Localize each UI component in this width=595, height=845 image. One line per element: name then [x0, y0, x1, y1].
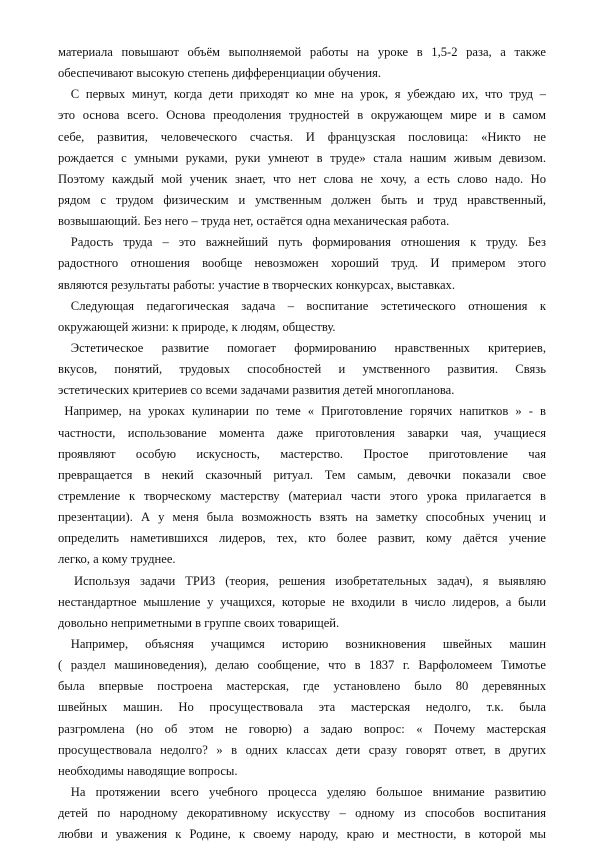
text-line: вкусов, понятий, трудовых способностей и умственного развития. Связь	[58, 362, 546, 377]
text-line: стремление к творческому мастерству (материал части этого урока прилагается в	[58, 488, 546, 503]
text-line: проявляют особую искусность, мастерство. Простое приготовление чая	[58, 446, 546, 461]
text-line: превращается в некий сказочный ритуал. Тем самым, девочки показали свое	[58, 467, 546, 482]
text-line: нестандартное мышление у учащихся, которые не входили в число лидеров, а были	[58, 594, 546, 609]
text-line: необходимы наводящие вопросы.	[58, 763, 238, 778]
text-line: рождается с умными руками, руки умнеют в труде» стала нашим живым девизом.	[58, 150, 546, 165]
document-body-text	[58, 42, 546, 845]
text-line: рядом с трудом физическим и умственным должен быть и труд нравственный,	[58, 192, 546, 207]
text-line: Эстетическое развитие помогает формированию нравственных критериев,	[70, 340, 546, 355]
text-line: ( раздел машиноведения), делаю сообщение, что в 1837 г. Варфоломеем Тимотье	[58, 658, 546, 673]
text-line: легко, а кому труднее.	[58, 552, 176, 567]
text-line: Например, объясняя учащимся историю возникновения швейных машин	[70, 636, 546, 651]
text-line: радостного отношения вообще невозможен хороший труд. И примером этого	[58, 256, 546, 271]
text-line: являются результаты работы: участие в творческих конкурсах, выставках.	[58, 277, 455, 292]
text-line: разгромлена (но об этом не говорю) а задаю вопрос: « Почему мастерская	[58, 721, 546, 736]
text-line: просуществовала недолго? » в одних классах дети сразу говорят ответ, в других	[58, 742, 546, 757]
text-line: материала повышают объём выполняемой работы на уроке в 1,5-2 раза, а также	[58, 45, 546, 59]
text-line: С первых минут, когда дети приходят ко мне на урок, я убеждаю их, что труд –	[70, 87, 546, 102]
text-line: Поэтому каждый мой ученик знает, что нет слова не хочу, а есть слово надо. Но	[58, 171, 546, 186]
text-line: это основа всего. Основа преодоления трудностей в окружающем мире и в самом	[58, 108, 546, 123]
text-line: довольно неприметными в группе своих товарищей.	[58, 615, 340, 630]
text-line: Используя задачи ТРИЗ (теория, решения изобретательных задач), я выявляю	[74, 573, 546, 588]
text-line: обеспечивают высокую степень дифференциации обучения.	[58, 66, 382, 81]
text-line: возвышающий. Без него – труда нет, остаётся одна механическая работа.	[58, 214, 450, 229]
text-line: презентации). А у меня была возможность взять на заметку способных учениц и	[58, 510, 546, 525]
text-line: частности, использование момента даже приготовления заварки чая, учащиеся	[58, 425, 546, 440]
text-line: Следующая педагогическая задача – воспитание эстетического отношения к	[70, 298, 546, 313]
text-line: любви и уважения к Родине, к своему народу, краю и местности, в которой мы	[58, 827, 546, 842]
text-line: себе, развития, человеческого счастья. И французская пословица: «Никто не	[58, 129, 546, 144]
text-line: окружающей жизни: к природе, к людям, обществу.	[58, 319, 336, 334]
text-line: определить наметившихся лидеров, тех, кто более развит, кому даётся учение	[58, 531, 546, 546]
text-line: Например, на уроках кулинарии по теме « Приготовление горячих напитков » - в	[64, 404, 546, 419]
text-line: была впервые построена мастерская, где установлено было 80 деревянных	[58, 679, 546, 694]
text-line: швейных машин. Но просуществовала эта мастерская недолго, т.к. была	[58, 700, 546, 715]
text-line: Радость труда – это важнейший путь формирования отношения к труду. Без	[70, 235, 546, 250]
text-line: детей по народному декоративному искусству – одному из способов воспитания	[58, 806, 546, 821]
text-line: На протяжении всего учебного процесса уделяю большое внимание развитию	[70, 784, 546, 799]
text-line: эстетических критериев со всеми задачами развития детей многопланова.	[58, 383, 455, 398]
